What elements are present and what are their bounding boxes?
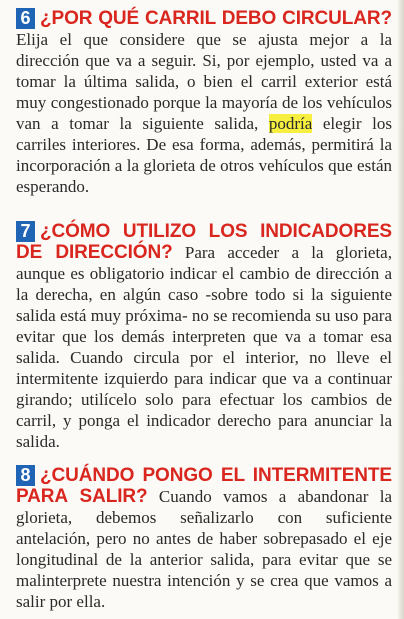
section-heading: ¿CÓMO UTILIZO LOS INDICADORES DE DIRECCIÓN? (16, 221, 392, 263)
section-number-badge: 8 (16, 465, 35, 486)
section-body-text: Cuando vamos a abandonar la glorieta, debemos señalizarlo con suficiente antelación, pero no antes de haber sobrepasado el eje longitudinal de la anterior salida, para evitar que se malinterprete nuestra intención y se crea que vamos a salir por ella. (16, 487, 392, 611)
section-number-badge: 6 (16, 8, 35, 29)
section-6 (16, 8, 392, 197)
highlighted-word: podría (268, 114, 313, 133)
section-heading: ¿POR QUÉ CARRIL DEBO CIRCULAR? (40, 8, 392, 29)
page-edge-shadow (398, 0, 404, 619)
section-body-text: Para acceder a la glorieta, aunque es obligatorio indicar el cambio de dirección a la derecha, en algún caso -sobre todo si la siguiente salida está muy próxima- no se recomienda su uso para evitar que los demás interpreten que va a tomar esa salida. Cuando circula por el interior, no lleve el intermitente izquierdo para indicar que va a continuar girando; utilícelo solo para efectuar los cambios de carril, y ponga el indicador derecho para anunciar la salida. (16, 243, 392, 451)
section-body-text-continued: elegir los carriles interiores. De esa forma, además, permitirá la incorporación a la glorieta de otros vehículos que están esperando. (16, 114, 392, 196)
section-7 (16, 221, 392, 452)
section-number-badge: 7 (16, 221, 35, 242)
section-heading: ¿CUÁNDO PONGO EL INTERMITENTE PARA SALIR? (16, 465, 392, 507)
section-8 (16, 465, 392, 612)
section-body-text: Elija el que considere que se ajusta mejor a la dirección que va a seguir. Si, por ejemplo, usted va a tomar la última salida, o bien el carril exterior está muy congestionado porque la mayoría de los vehículos van a tomar la siguiente salida, (16, 30, 392, 133)
